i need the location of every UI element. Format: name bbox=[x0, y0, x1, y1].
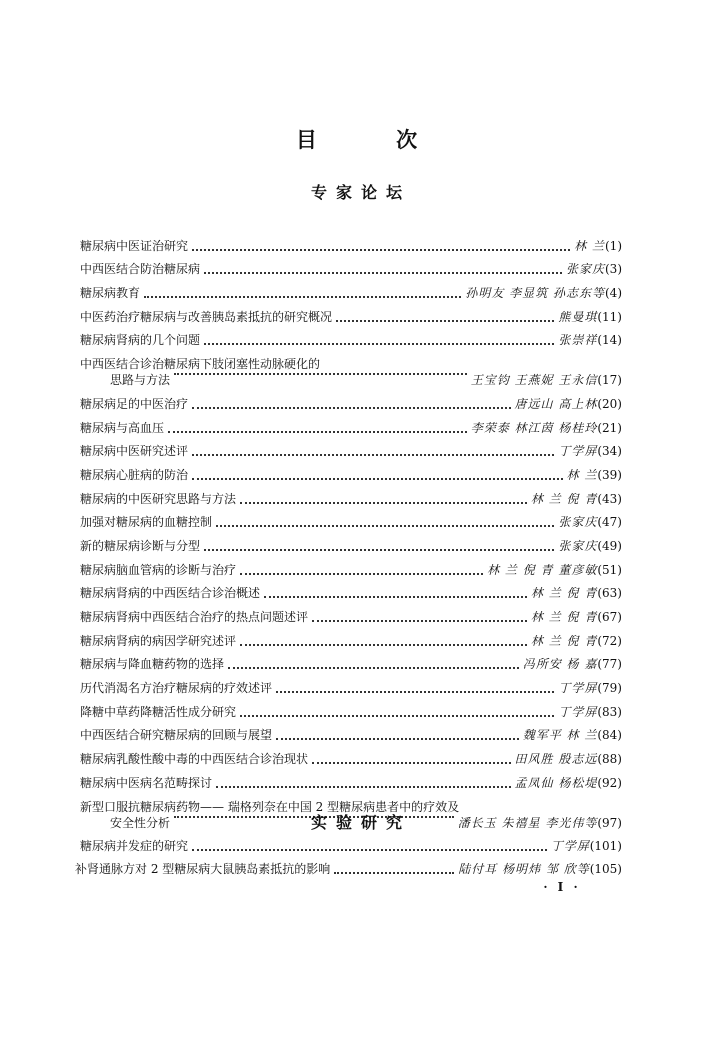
toc-entry bbox=[80, 301, 622, 325]
toc-entry-title: 中医药治疗糖尿病与改善胰岛素抵抗的研究概况 bbox=[80, 309, 333, 324]
toc-entry-page: (34) bbox=[597, 444, 622, 459]
toc-entry-authors: 林 兰 倪 青 bbox=[530, 610, 598, 624]
toc-entry-title: 历代消渴名方治疗糖尿病的疗效述评 bbox=[80, 681, 273, 696]
dot-leader bbox=[240, 643, 527, 646]
toc-entry-page: (51) bbox=[597, 562, 622, 577]
toc-entry-title: 补肾通脉方对 2 型糖尿病大鼠胰岛素抵抗的影响 bbox=[75, 861, 331, 876]
toc-entry-title: 糖尿病足的中医治疗 bbox=[80, 396, 189, 411]
toc-entry-authors: 张崇祥 bbox=[558, 333, 598, 348]
dot-leader bbox=[168, 430, 467, 433]
toc-entry-authors: 林 兰 bbox=[566, 467, 598, 482]
toc-entry-page: (63) bbox=[597, 586, 622, 601]
toc-entry bbox=[80, 412, 622, 436]
toc-entry-title: 糖尿病中医病名范畴探讨 bbox=[80, 775, 213, 790]
toc-entry-authors: 田风胜 殷志远 bbox=[514, 752, 598, 767]
dot-leader bbox=[276, 737, 519, 740]
toc-entry-page: (97) bbox=[597, 815, 622, 830]
toc-entry-page: (11) bbox=[597, 309, 622, 324]
dot-leader bbox=[192, 248, 570, 251]
toc-entry-authors: 林 兰 倪 青 bbox=[530, 633, 598, 648]
dot-leader bbox=[240, 572, 483, 575]
toc-entry-title: 糖尿病肾病的中西医结合诊治概述 bbox=[80, 586, 261, 601]
toc-entry-page: (92) bbox=[597, 775, 622, 790]
toc-entry-page: (21) bbox=[597, 420, 622, 435]
toc-entry-authors: 熊曼琪 bbox=[558, 309, 598, 324]
toc-entry-title: 中西医结合诊治糖尿病下肢闭塞性动脉硬化的 bbox=[80, 357, 321, 372]
dot-leader bbox=[216, 524, 554, 527]
toc-entry bbox=[80, 767, 622, 791]
toc-entry-title: 糖尿病脑血管病的诊断与治疗 bbox=[80, 562, 237, 577]
toc-entry-page: (72) bbox=[597, 633, 622, 648]
toc-entry-authors: 魏军平 林 兰 bbox=[522, 728, 598, 743]
toc-entry bbox=[80, 649, 622, 673]
toc-entry-authors: 陆付耳 杨明炜 邹 欣等 bbox=[458, 861, 590, 876]
toc-entry-authors: 丁学屏 bbox=[550, 839, 590, 854]
dot-leader bbox=[276, 690, 554, 693]
toc-entry-authors: 潘长玉 朱禧星 李光伟等 bbox=[457, 815, 598, 830]
dot-leader bbox=[204, 271, 562, 274]
toc-entry-page: (84) bbox=[597, 728, 622, 743]
toc-entry-title: 加强对糖尿病的血糖控制 bbox=[80, 515, 213, 530]
toc-entry-title-continued: 思路与方法 bbox=[110, 373, 171, 388]
toc-entry bbox=[80, 601, 622, 625]
toc-entry-page: (3) bbox=[605, 262, 622, 277]
toc-entry-continuation bbox=[80, 372, 622, 388]
toc-entry-authors: 王宝钧 王燕妮 王永信 bbox=[470, 373, 598, 388]
toc-entry-page: (67) bbox=[597, 610, 622, 624]
dot-leader bbox=[216, 785, 511, 788]
toc-entry-title: 糖尿病中医证治研究 bbox=[80, 238, 189, 253]
toc-entry bbox=[80, 254, 622, 278]
toc-entry-authors: 丁学屏 bbox=[558, 704, 598, 719]
toc-entry bbox=[80, 325, 622, 349]
toc-entry-page: (17) bbox=[597, 373, 622, 388]
toc-entry-authors: 张家庆 bbox=[558, 515, 598, 530]
dot-leader bbox=[336, 319, 554, 322]
toc-entry-title: 糖尿病肾病的病因学研究述评 bbox=[80, 633, 237, 648]
dot-leader bbox=[192, 477, 563, 480]
toc-entry bbox=[80, 436, 622, 460]
toc-entry bbox=[80, 696, 622, 720]
toc-entry-page: (47) bbox=[597, 515, 622, 530]
toc-entry bbox=[80, 388, 622, 412]
dot-leader bbox=[240, 501, 527, 504]
toc-entry-title: 糖尿病教育 bbox=[80, 286, 141, 301]
toc-entry-title: 糖尿病肾病中西医结合治疗的热点问题述评 bbox=[80, 610, 309, 624]
toc-entry-page: (20) bbox=[597, 396, 622, 411]
toc-entry-title: 糖尿病与高血压 bbox=[80, 420, 165, 435]
toc-entry-title-continued: 安全性分析 bbox=[110, 815, 171, 830]
toc-entry bbox=[80, 625, 622, 649]
toc-entry bbox=[80, 483, 622, 507]
toc-entry-title: 糖尿病心脏病的防治 bbox=[80, 467, 189, 482]
toc-entry-page: (1) bbox=[605, 238, 622, 253]
toc-entry bbox=[80, 720, 622, 744]
toc-entry-page: (77) bbox=[597, 657, 622, 672]
toc-entry-title: 糖尿病肾病的几个问题 bbox=[80, 333, 201, 348]
toc-entry-page: (43) bbox=[597, 491, 622, 506]
dot-leader bbox=[192, 406, 511, 409]
toc-entry-title: 新型口服抗糖尿病药物—— 瑞格列奈在中国 2 型糖尿病患者中的疗效及 bbox=[80, 799, 460, 814]
dot-leader bbox=[204, 342, 554, 345]
dot-leader bbox=[240, 714, 554, 717]
toc-entry bbox=[80, 230, 622, 254]
toc-entry-authors: 林 兰 倪 青 董彦敏 bbox=[487, 562, 598, 577]
dot-leader bbox=[192, 848, 547, 851]
toc-entry-page: (49) bbox=[597, 538, 622, 553]
toc-entry bbox=[80, 348, 622, 372]
toc-entry-authors: 冯所安 杨 嘉 bbox=[522, 657, 598, 672]
dot-leader bbox=[312, 761, 511, 764]
toc-entry-title: 中西医结合防治糖尿病 bbox=[80, 262, 201, 277]
toc-entry-authors: 林 兰 倪 青 bbox=[530, 586, 598, 601]
toc-entry-authors: 李荣泰 林江茵 杨桂玲 bbox=[470, 420, 598, 435]
dot-leader bbox=[204, 548, 554, 551]
toc-entry-page: (4) bbox=[605, 286, 622, 301]
toc-entry bbox=[80, 831, 622, 855]
toc-entry-authors: 林 兰 bbox=[574, 238, 605, 253]
page-folio: · I · bbox=[543, 880, 581, 894]
toc-entry bbox=[80, 507, 622, 531]
toc-entry-title: 中西医结合研究糖尿病的回顾与展望 bbox=[80, 728, 273, 743]
toc-entry bbox=[80, 277, 622, 301]
toc-entry bbox=[75, 853, 622, 877]
toc-entry-page: (83) bbox=[597, 704, 622, 719]
dot-leader bbox=[228, 666, 519, 669]
toc-entry-authors: 林 兰 倪 青 bbox=[530, 491, 598, 506]
toc-entry-page: (101) bbox=[589, 839, 622, 854]
toc-entry-page: (105) bbox=[589, 861, 622, 876]
toc-entry bbox=[80, 672, 622, 696]
dot-leader bbox=[334, 871, 454, 874]
toc-entry-title: 降糖中草药降糖活性成分研究 bbox=[80, 704, 237, 719]
section-heading-expert-forum: 专家论坛 bbox=[310, 183, 411, 202]
toc-entry-title: 糖尿病的中医研究思路与方法 bbox=[80, 491, 237, 506]
toc-entry-page: (39) bbox=[597, 467, 622, 482]
toc-entry bbox=[80, 459, 622, 483]
page-title: 目 次 bbox=[295, 128, 454, 152]
toc-entry bbox=[80, 530, 622, 554]
toc-entry-title: 糖尿病中医研究述评 bbox=[80, 444, 189, 459]
toc-entry-authors: 张家庆 bbox=[565, 262, 605, 277]
toc-entry-authors: 孟凤仙 杨松堤 bbox=[514, 775, 598, 790]
toc-list-expert-forum bbox=[80, 230, 622, 854]
toc-entry-authors: 孙明友 李显筑 孙志东等 bbox=[465, 286, 605, 301]
toc-entry-authors: 张家庆 bbox=[558, 538, 598, 553]
section-heading-experimental-research: 实验研究 bbox=[310, 813, 411, 832]
dot-leader bbox=[264, 595, 527, 598]
toc-entry-page: (14) bbox=[597, 333, 622, 348]
toc-entry-title: 糖尿病乳酸性酸中毒的中西医结合诊治现状 bbox=[80, 752, 309, 767]
toc-entry-authors: 唐远山 高上林 bbox=[514, 396, 598, 411]
toc-entry-title: 糖尿病并发症的研究 bbox=[80, 839, 189, 854]
toc-entry-title: 新的糖尿病诊断与分型 bbox=[80, 538, 201, 553]
dot-leader bbox=[174, 372, 467, 375]
toc-entry-title: 糖尿病与降血糖药物的选择 bbox=[80, 657, 225, 672]
toc-entry-page: (88) bbox=[597, 752, 622, 767]
toc-entry-authors: 丁学屏 bbox=[558, 444, 598, 459]
dot-leader bbox=[144, 295, 461, 298]
toc-entry bbox=[80, 554, 622, 578]
dot-leader bbox=[192, 453, 554, 456]
toc-list-experimental-research bbox=[75, 853, 622, 877]
toc-entry-page: (79) bbox=[597, 681, 622, 696]
toc-entry bbox=[80, 578, 622, 602]
toc-entry-authors: 丁学屏 bbox=[558, 681, 598, 696]
dot-leader bbox=[312, 619, 527, 622]
toc-entry bbox=[80, 743, 622, 767]
